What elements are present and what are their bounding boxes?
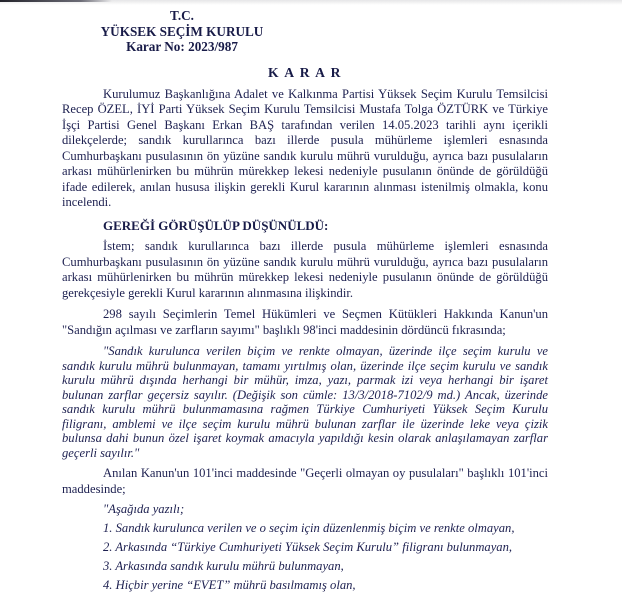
document-title: K A R A R <box>268 64 342 80</box>
state-abbreviation: T.C. <box>170 8 194 23</box>
invalid-ballot-item-2: 2. Arkasında “Türkiye Cumhuriyeti Yüksek Seçim Kurulu” filigranı bulunmayan, <box>103 540 513 554</box>
invalid-ballot-item-4-clipped: 4. Hiçbir yerine “EVET” mührü basılmamış olan, <box>103 578 356 592</box>
article-98-quote: "Sandık kurulunca verilen biçim ve renkte olmayan, üzerinde ilçe seçim kurulu ve sandık kurulu mührü bulunmayan, tamamı yırtılmış olan, üzerinde ilçe seçim kurulu ve sandık kurulu mührü dışında herhangi bir mühür, imza, yazı, parmak izi veya herhangi bir işaret bulunan zarflar geçersiz sayılır. (Değişik son cümle: 13/3/2018-7102/9 md.) Ancak, üzerinde sandık kurulu mührü bulunmamasına rağmen Türkiye Cumhuriyeti Yüksek Seçim Kurulu filigranı, amblemi ve ilçe seçim kurulu mührü bulunan zarflar ile üzerinde leke veya çizik bulunsa dahi bunun özel işaret koymak amacıyla yapıldığı kesin olarak anlaşılamayan zarflar geçerli sayılır." <box>62 344 548 460</box>
invalid-ballot-item-3: 3. Arkasında sandık kurulu mührü bulunmayan, <box>103 559 344 573</box>
quote-lead-line: "Aşağıda yazılı; <box>103 502 185 516</box>
request-paragraph: İstem; sandık kurullarınca bazı illerde pusula mühürleme işlemleri esnasında Cumhurbaşkanı pusulasının ön yüzüne sandık kurulu mührü vurulduğu, ayrıca bazı pusulaların arkası mühürlenirken bu mührün mürekkep lekesi nedeniyle pusulanın önünde de görüldüğü gerekçesiyle gerekli Kurul kararının alınmasına ilişkindir. <box>62 239 548 300</box>
scan-artifact-line <box>0 0 112 2</box>
section-heading-consideration: GEREĞİ GÖRÜŞÜLÜP DÜŞÜNÜLDÜ: <box>103 217 329 233</box>
scan-edge-shadow <box>0 0 622 5</box>
intro-paragraph: Kurulumuz Başkanlığına Adalet ve Kalkınma Partisi Yüksek Seçim Kurulu Temsilcisi Recep ÖZEL, İYİ Parti Yüksek Seçim Kurulu Temsilcisi Mustafa Tolga ÖZTÜRK ve Türkiye İşçi Partisi Genel Başkanı Erkan BAŞ tarafından verilen 14.05.2023 tarihli aynı içerikli dilekçelerde; sandık kurullarınca bazı illerde pusula mühürleme işlemleri esnasında Cumhurbaşkanı pusulasının ön yüzüne sandık kurulu mührü vurulduğu, ayrıca bazı pusulaların arkası mühürlenirken bu mührün mürekkep lekesi nedeniyle pusulanın önünde de görüldüğü ifade edilerek, anılan hususa ilişkin gerekli Kurul kararının alınması istenilmiş olmakla, konu incelendi. <box>62 86 548 209</box>
document-body <box>62 8 548 593</box>
decision-number: Karar No: 2023/987 <box>126 39 238 54</box>
document-header <box>62 8 302 55</box>
invalid-ballot-item-1: 1. Sandık kurulunca verilen ve o seçim için düzenlenmiş biçim ve renkte olmayan, <box>103 521 515 535</box>
law-reference-paragraph: 298 sayılı Seçimlerin Temel Hükümleri ve Seçmen Kütükleri Hakkında Kanun'un "Sandığın açılması ve zarfların sayımı" başlıklı 98'inci maddesinin dördüncü fıkrasında; <box>62 307 548 337</box>
article-101-intro-paragraph: Anılan Kanun'un 101'inci maddesinde "Geçerli olmayan oy pusulaları" başlıklı 101'inci maddesinde; <box>62 466 548 496</box>
institution-name: YÜKSEK SEÇİM KURULU <box>100 23 264 39</box>
